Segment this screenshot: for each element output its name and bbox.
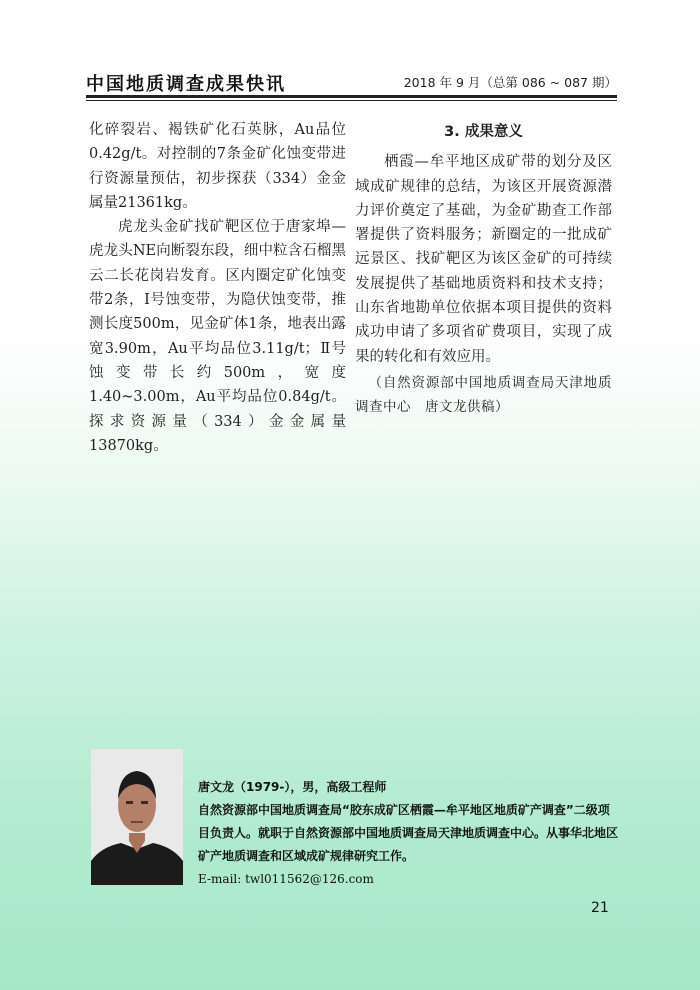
author-bio: [198, 776, 618, 891]
section-title: 3. 成果意义: [444, 124, 523, 140]
portrait-illustration: [91, 749, 183, 885]
author-photo: [91, 749, 183, 885]
issue-info: 2018 年 9 月（总第 086 ~ 087 期）: [403, 75, 617, 90]
header-rule: [86, 95, 617, 98]
author-email: E-mail: twl011562@126.com: [198, 872, 374, 886]
right-paragraph-1: 栖霞—牟平地区成矿带的划分及区域成矿规律的总结，为该区开展资源潜力评价奠定了基础，为金矿勘查工作部署提供了资料服务；新圈定的一批成矿远景区、找矿靶区为该区金矿的可持续发展提供了基础地质资料和技术支持；山东省地勘单位依据本项目提供的资料成功申请了多项省矿费项目，实现了成果的转化和有效应用。: [355, 154, 612, 365]
page-number: 21: [591, 900, 609, 916]
header-rule-thin: [86, 100, 617, 101]
left-paragraph-1: 化碎裂岩、褐铁矿化石英脉，Au品位0.42g/t。对控制的7条金矿化蚀变带进行资源量预估，初步探获（334）金金属量21361kg。: [89, 122, 346, 211]
left-column: [89, 118, 346, 458]
running-header: [86, 70, 617, 95]
author-description: 自然资源部中国地质调查局“胶东成矿区栖霞—牟平地区地质矿产调查”二级项目负责人。就职于自然资源部中国地质调查局天津地质调查中心。从事华北地区矿产地质调查和区域成矿规律研究工作。: [198, 803, 619, 863]
left-paragraph-2: 虎龙头金矿找矿靶区位于唐家埠—虎龙头NE向断裂东段，细中粒含石榴黑云二长花岗岩发育。区内圈定矿化蚀变带2条，Ⅰ号蚀变带，为隐伏蚀变带，推测长度500m，见金矿体1条，地表出露宽3.90m，Au平均品位3.11g/t；Ⅱ号蚀变带长约500m，宽度1.40~3.00m，Au平均品位0.84g/t。探求资源量（334）金金属量13870kg。: [89, 219, 346, 454]
author-name-line: 唐文龙（1979-），男，高级工程师: [198, 780, 387, 794]
right-column: [355, 118, 612, 420]
journal-title: 中国地质调查成果快讯: [86, 74, 286, 95]
article-source: （自然资源部中国地质调查局天津地质调查中心 唐文龙供稿）: [355, 374, 612, 416]
